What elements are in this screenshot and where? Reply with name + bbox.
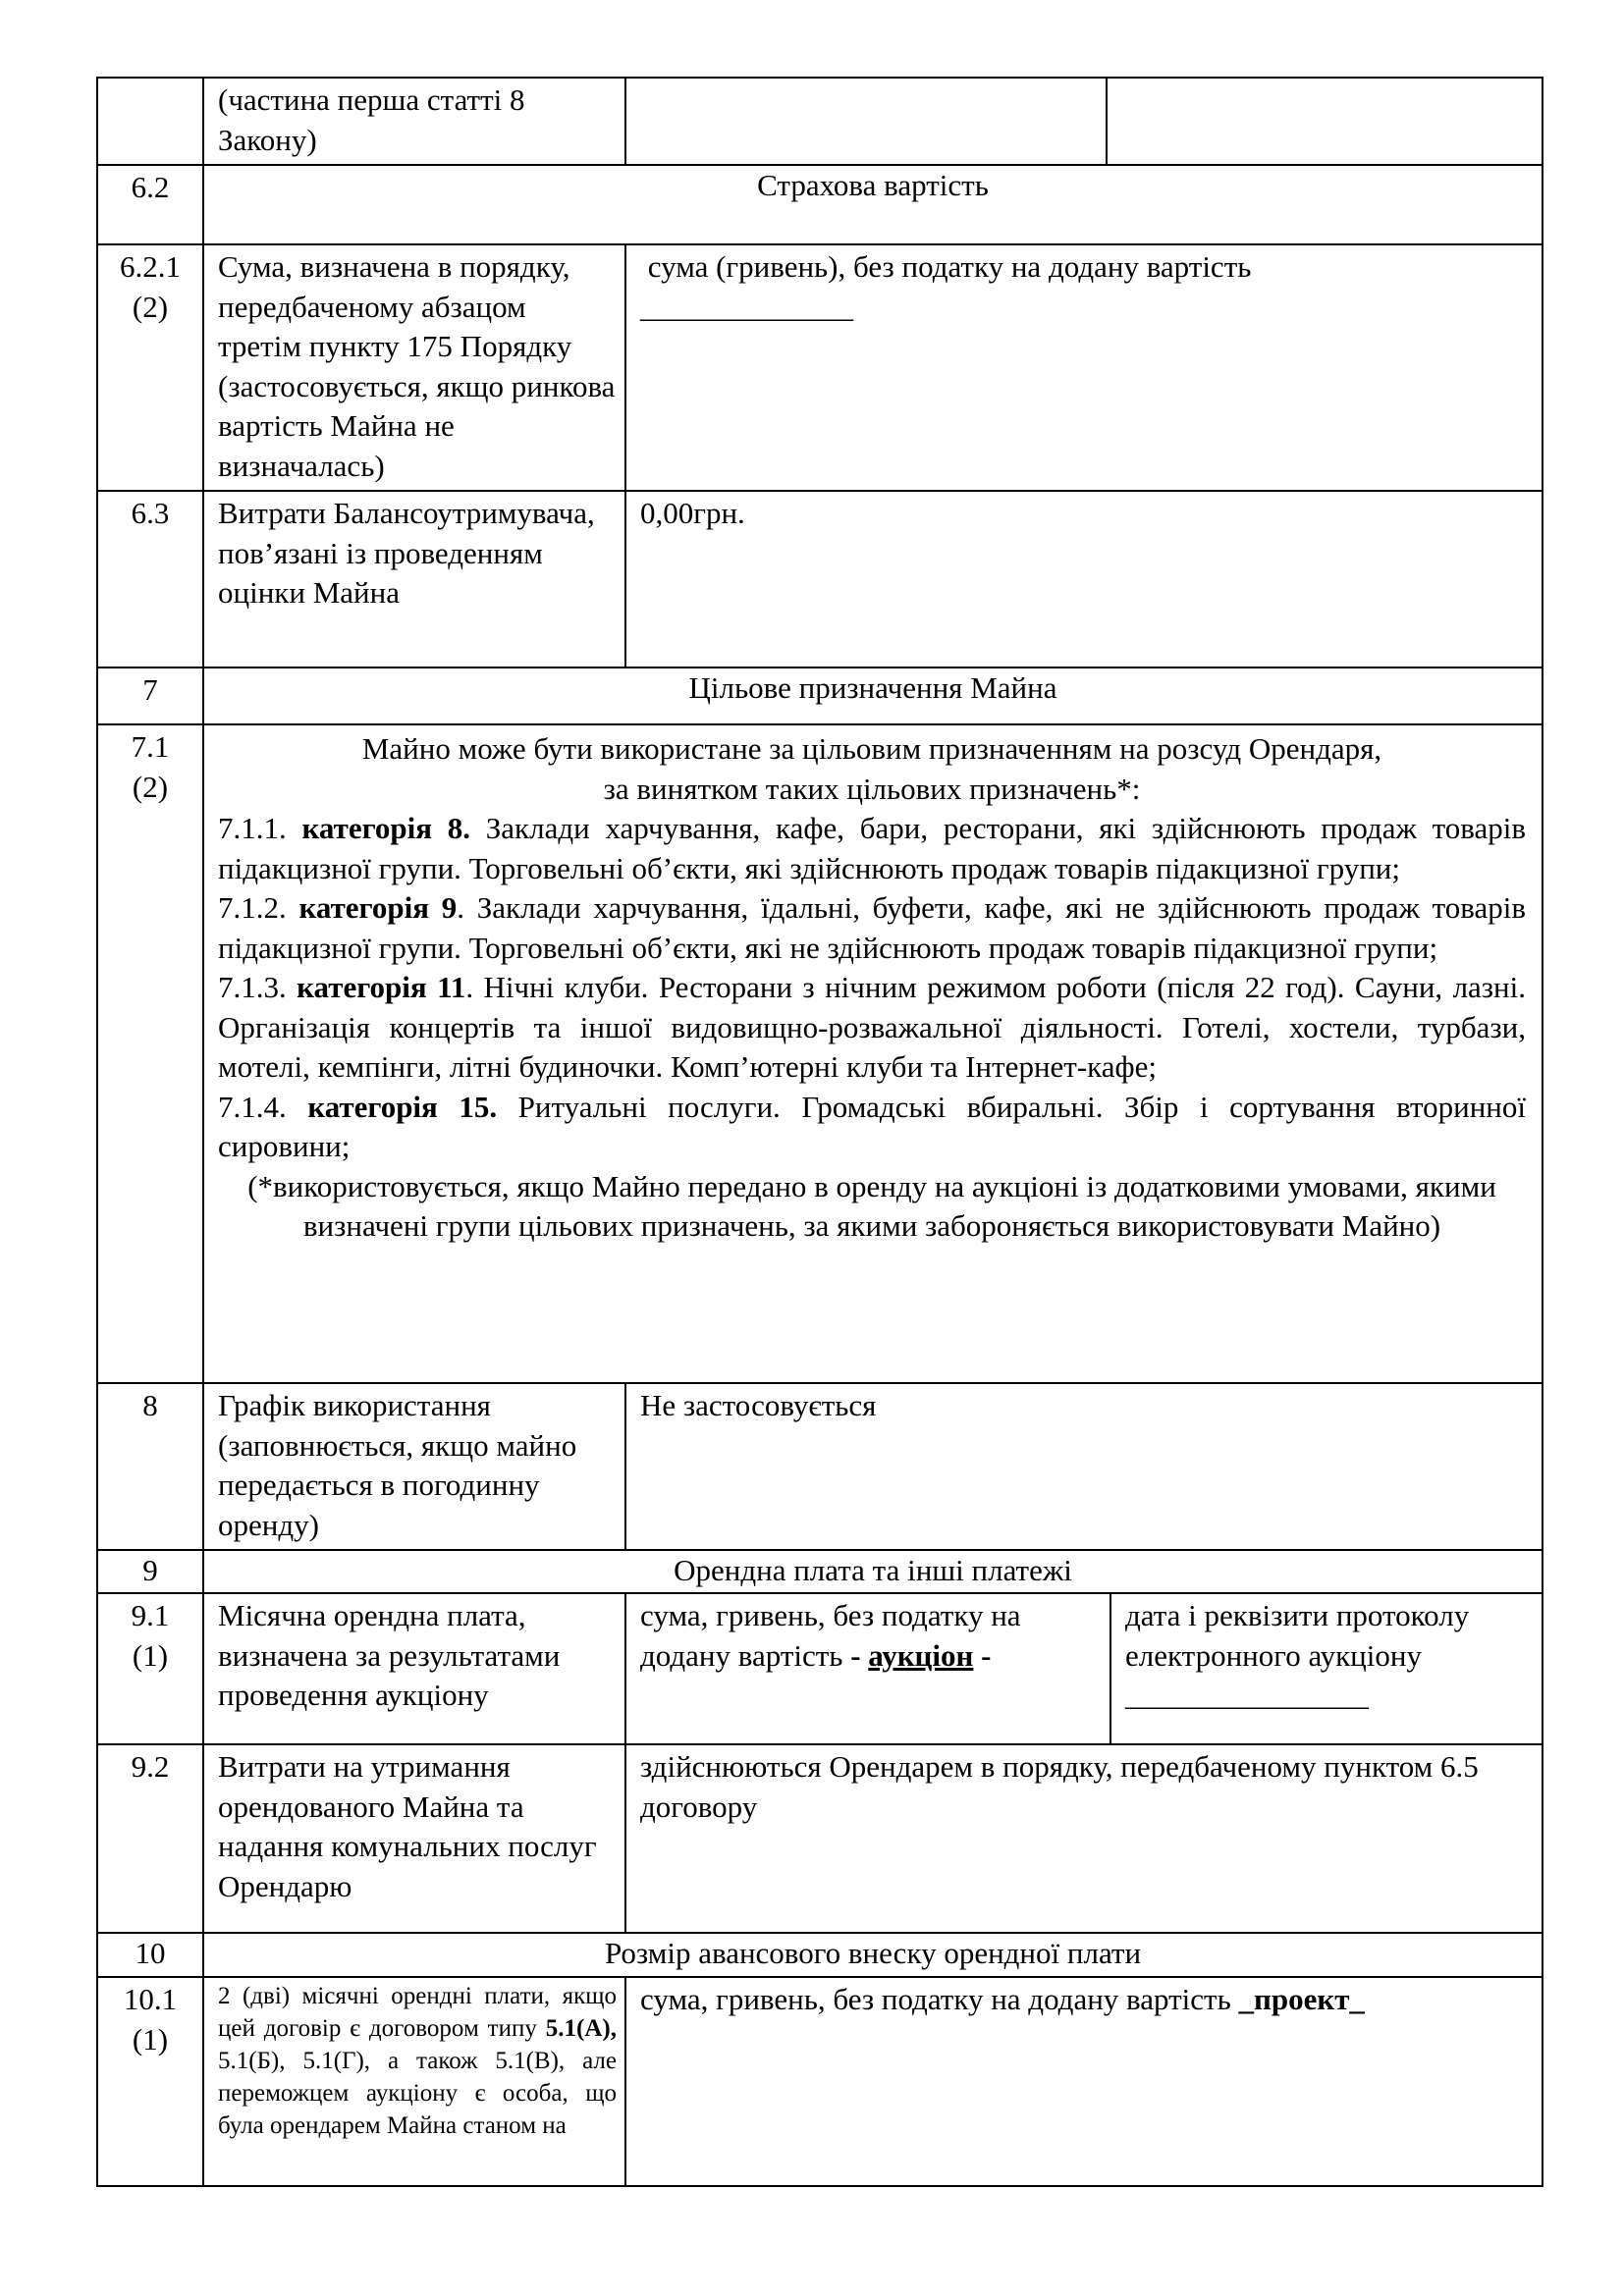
table-row-6-2-1 — [97, 244, 1543, 491]
table-row-9 — [97, 1550, 1543, 1593]
row-value-cell — [625, 78, 1107, 165]
row-label — [203, 1977, 625, 2186]
label-type-bold: 5.1(А), — [545, 2015, 617, 2042]
item-text: Ритуальні послуги. Громадські вбиральні. Збір і сортування вторинної сировини; — [218, 1089, 1526, 1163]
section-heading: Цільове призначення Майна — [203, 667, 1543, 724]
row-value: Не застосовується — [625, 1383, 1543, 1550]
row-number-sub: (1) — [132, 1637, 169, 1673]
table-row-9-1 — [97, 1593, 1543, 1744]
project-placeholder: _проект_ — [1238, 1982, 1365, 2016]
purpose-restrictions-cell — [203, 724, 1543, 1383]
item-text: . Заклади харчування, їдальні, буфети, кафе, які не здійснюють продаж товарів підакцизної групи. Торговельні об’єкти, які не здійснюють продаж товарів підакцизної групи; — [218, 890, 1526, 965]
row-value: сума (гривень), без податку на додану вартість — [640, 249, 1252, 284]
item-category: категорія 9 — [298, 890, 458, 925]
row-number: 9.1 — [131, 1598, 170, 1632]
table-row-7-1 — [97, 724, 1543, 1383]
row-value: 0,00грн. — [625, 491, 1543, 667]
table-row-6-3 — [97, 491, 1543, 667]
category-15-item — [218, 1088, 1526, 1167]
row-label: Місячна орендна плата, визначена за результатами проведення аукціону — [203, 1593, 625, 1744]
contract-table — [96, 77, 1543, 2187]
label-text-2: 5.1(Б), 5.1(Г), а також 5.1(В), але переможцем аукціону є особа, що була орендарем Майна станом на — [218, 2048, 617, 2139]
item-text: Заклади харчування, кафе, бари, ресторани, які здійснюють продаж товарів підакцизної групи. Торговельні об’єкти, які здійснюють продаж товарів підакцизної групи; — [218, 811, 1526, 885]
rent-amount-text: сума, гривень, без податку на додану вартість — [640, 1598, 1021, 1673]
row-number: 10.1 — [123, 1982, 178, 2016]
item-category: категорія 8. — [301, 811, 471, 845]
row-label: Сума, визначена в порядку, передбаченому абзацом третім пункту 175 Порядку (застосовується, якщо ринкова вартість Майна не визначалась) — [203, 244, 625, 491]
rent-value-split — [626, 1594, 1542, 1743]
row-number-sub: (1) — [132, 2021, 169, 2056]
row-value: здійснюються Орендарем в порядку, передбаченому пунктом 6.5 договору — [625, 1744, 1543, 1933]
row-number: 9.2 — [97, 1744, 203, 1933]
auction-label: аукціон — [868, 1637, 974, 1673]
row-label: Витрати Балансоутримувача, пов’язані із проведенням оцінки Майна — [203, 491, 625, 667]
blank-line: ______________ — [640, 289, 853, 324]
item-prefix: 7.1.3. — [218, 970, 298, 1004]
section-heading: Розмір авансового внеску орендної плати — [203, 1933, 1543, 1977]
table-row-6-2 — [97, 165, 1543, 244]
row-number: 6.2.1 — [120, 249, 181, 284]
row-label: (частина перша статті 8 Закону) — [203, 78, 625, 165]
row-number-cell — [97, 724, 203, 1383]
protocol-cell — [1110, 1594, 1542, 1743]
table-row-continuation — [97, 78, 1543, 165]
item-prefix: 7.1.1. — [218, 811, 302, 845]
table-row-8 — [97, 1383, 1543, 1550]
item-category: категорія 11 — [297, 970, 466, 1004]
protocol-text: дата і реквізити протоколу електронного аукціону — [1125, 1598, 1470, 1673]
row-number: 10 — [97, 1933, 203, 1977]
row-number-cell — [97, 78, 203, 165]
row-number-cell — [97, 1977, 203, 2186]
row-value: сума, гривень, без податку на додану вартість — [640, 1982, 1239, 2016]
rent-amount-auction: - аукціон - — [850, 1637, 992, 1673]
label-text-1: 2 (дві) місячні орендні плати, якщо цей договір є договором типу — [218, 1983, 617, 2042]
row-label: Витрати на утримання орендованого Майна та надання комунальних послуг Орендарю — [203, 1744, 625, 1933]
item-text: . Нічні клуби. Ресторани з нічним режимом роботи (після 22 год). Сауни, лазні. Організація концертів та іншої видовищно-розважальної діяльності. Готелі, хостели, турбази, мотелі, кемпінги, літні будиночки. Комп’ютерні клуби та Інтернет-кафе; — [218, 970, 1527, 1084]
row-number: 6.3 — [97, 491, 203, 667]
item-category: категорія 15. — [307, 1089, 498, 1124]
row-number-sub: (2) — [132, 769, 169, 804]
row-number-cell — [97, 244, 203, 491]
blank-line: ________________ — [1125, 1678, 1369, 1712]
row-value-cell — [625, 244, 1543, 491]
section-heading: Орендна плата та інші платежі — [203, 1550, 1543, 1593]
row-number-cell — [97, 1593, 203, 1744]
table-row-10-1 — [97, 1977, 1543, 2186]
row-number: 7.1 — [131, 729, 170, 764]
row-number: 8 — [97, 1383, 203, 1550]
purpose-footnote: (*використовується, якщо Майно передано в оренду на аукціоні із додатковими умовами, якими визначені групи цільових призначень, за якими забороняється використовувати Майно) — [247, 1168, 1496, 1243]
row-number: 6.2 — [97, 165, 203, 244]
rent-amount-cell — [626, 1594, 1110, 1743]
category-11-item — [218, 968, 1526, 1088]
row-number-sub: (2) — [132, 289, 169, 324]
row-number: 7 — [97, 667, 203, 724]
rent-value-cell — [625, 1593, 1543, 1744]
row-number: 9 — [97, 1550, 203, 1593]
table-row-10 — [97, 1933, 1543, 1977]
row-value-cell — [625, 1977, 1543, 2186]
item-prefix: 7.1.2. — [218, 890, 299, 925]
category-9-item — [218, 888, 1526, 968]
row-extra-cell — [1107, 78, 1543, 165]
purpose-intro-line-1: Майно може бути використане за цільовим призначенням на розсуд Орендаря, — [361, 731, 1382, 766]
table-row-9-2 — [97, 1744, 1543, 1933]
row-label: Графік використання (заповнюється, якщо майно передається в погодинну оренду) — [203, 1383, 625, 1550]
section-heading: Страхова вартість — [203, 165, 1543, 244]
purpose-intro-line-2: за винятком таких цільових призначень*: — [603, 771, 1141, 806]
table-row-7 — [97, 667, 1543, 724]
category-8-item — [218, 809, 1526, 888]
item-prefix: 7.1.4. — [218, 1089, 308, 1124]
